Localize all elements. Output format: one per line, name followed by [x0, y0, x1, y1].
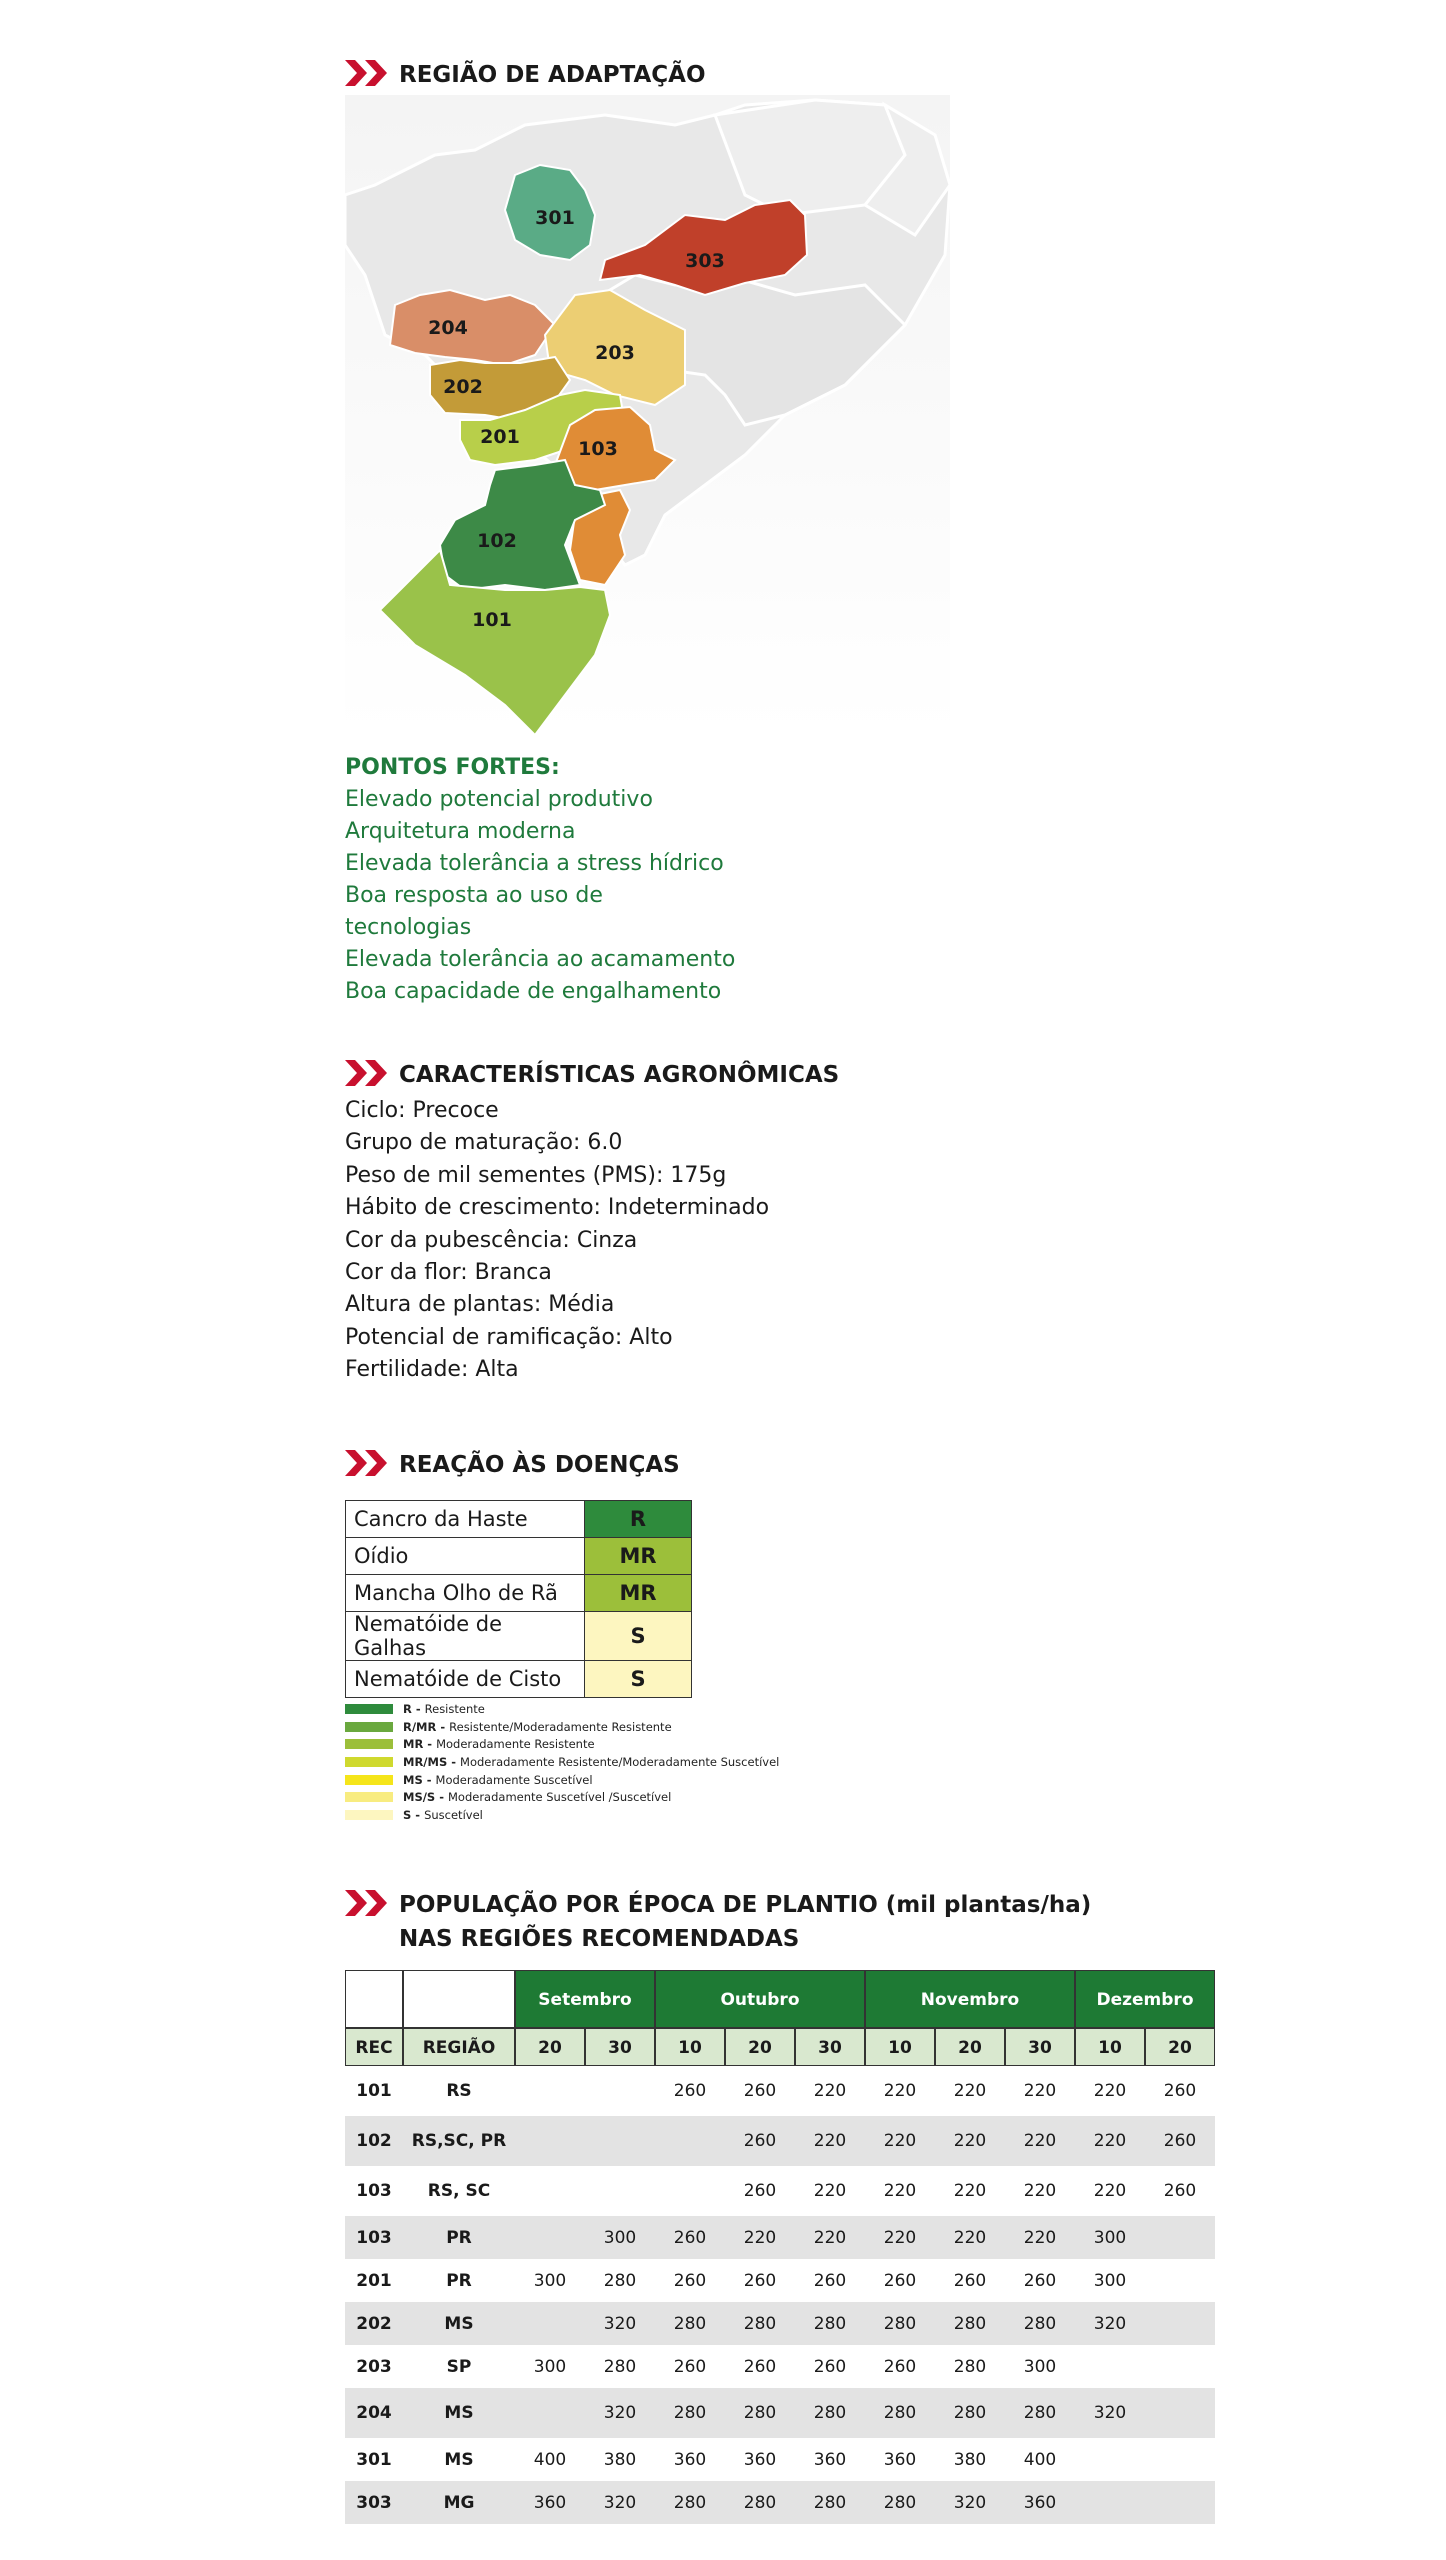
- cell-value: 220: [883, 2081, 917, 2101]
- cell-value: 220: [953, 2227, 987, 2248]
- table-row: [345, 2388, 1215, 2438]
- agronomic-item: Cor da pubescência: Cinza: [345, 1227, 638, 1253]
- legend-item: [345, 1753, 779, 1771]
- strengths-title: PONTOS FORTES:: [345, 755, 560, 780]
- cell-value: [1145, 2345, 1215, 2388]
- legend-item: [345, 1718, 779, 1736]
- legend-swatch: [345, 1739, 393, 1749]
- month-header: Outubro: [655, 1970, 865, 2028]
- cell-value: 260: [883, 2270, 917, 2291]
- legend-code: MS -: [403, 1772, 436, 1787]
- cell-value: 280: [1023, 2313, 1057, 2334]
- agronomic-item: Cor da flor: Branca: [345, 1260, 552, 1286]
- cell-value: 220: [1023, 2081, 1057, 2101]
- legend-swatch: [345, 1722, 393, 1732]
- legend-text: [403, 1702, 485, 1716]
- cell-value: 260: [743, 2131, 777, 2151]
- cell-value: 320: [953, 2492, 987, 2513]
- region-label-203: 203: [595, 342, 635, 364]
- cell-rec: 202: [356, 2313, 392, 2334]
- cell-value: [655, 2116, 725, 2166]
- table-row: [345, 2066, 1215, 2116]
- legend-label: Suscetível: [424, 1807, 483, 1822]
- table-row: [345, 2438, 1215, 2481]
- agronomic-item: Grupo de maturação: 6.0: [345, 1130, 623, 1156]
- strength-item: Boa resposta ao uso de: [345, 883, 603, 908]
- cell-value: 220: [1023, 2131, 1057, 2151]
- day-header: 10: [1075, 2028, 1145, 2066]
- cell-value: 260: [953, 2270, 987, 2291]
- cell-value: 280: [883, 2403, 917, 2423]
- cell-value: 280: [953, 2403, 987, 2423]
- cell-value: [515, 2166, 585, 2216]
- cell-value: 260: [673, 2270, 707, 2291]
- day-header: 30: [585, 2028, 655, 2066]
- cell-value: 260: [743, 2356, 777, 2377]
- cell-value: [655, 2166, 725, 2216]
- legend-code: S -: [403, 1807, 425, 1822]
- agronomic-item: Potencial de ramificação: Alto: [345, 1324, 673, 1350]
- disease-reaction: MR: [585, 1575, 692, 1612]
- disease-reaction: R: [585, 1501, 692, 1538]
- cell-region: SP: [446, 2356, 472, 2377]
- cell-value: 360: [743, 2449, 777, 2470]
- cell-value: 280: [1023, 2403, 1057, 2423]
- disease-reaction: S: [585, 1612, 692, 1661]
- cell-region: MS: [444, 2403, 474, 2423]
- cell-value: 260: [673, 2081, 707, 2101]
- cell-value: [1145, 2259, 1215, 2302]
- month-header: Novembro: [865, 1970, 1075, 2028]
- legend-swatch: [345, 1757, 393, 1767]
- cell-value: 220: [953, 2181, 987, 2201]
- cell-value: 360: [533, 2492, 567, 2513]
- legend-label: Resistente: [424, 1701, 485, 1716]
- region-label-204: 204: [428, 317, 468, 339]
- cell-value: [1075, 2481, 1145, 2524]
- disease-name: Cancro da Haste: [346, 1501, 585, 1538]
- cell-value: [1145, 2302, 1215, 2345]
- population-title-line1: POPULAÇÃO POR ÉPOCA DE PLANTIO (mil plantas/ha): [399, 1892, 1092, 1918]
- double-chevron-icon: [345, 60, 391, 86]
- cell-region: MS: [444, 2449, 474, 2470]
- cell-value: 220: [883, 2181, 917, 2201]
- legend-code: R -: [403, 1701, 425, 1716]
- header-blank: [345, 1970, 403, 2028]
- cell-value: 300: [533, 2356, 567, 2377]
- cell-value: 220: [813, 2081, 847, 2101]
- cell-value: 220: [883, 2227, 917, 2248]
- disease-legend: [345, 1700, 779, 1824]
- disease-row: [346, 1612, 692, 1661]
- agronomic-item: Altura de plantas: Média: [345, 1292, 615, 1318]
- region-label-202: 202: [443, 376, 483, 398]
- cell-rec: 204: [356, 2403, 392, 2423]
- disease-header: [345, 1448, 680, 1482]
- cell-value: [515, 2066, 585, 2116]
- region-label-103: 103: [578, 438, 618, 460]
- legend-text: [403, 1755, 779, 1769]
- legend-label: Moderadamente Suscetível: [435, 1772, 593, 1787]
- column-header-region: REGIÃO: [403, 2028, 515, 2066]
- cell-rec: 203: [356, 2356, 392, 2377]
- cell-value: 280: [673, 2403, 707, 2423]
- cell-value: 260: [743, 2270, 777, 2291]
- cell-value: 220: [813, 2131, 847, 2151]
- cell-rec: 101: [356, 2081, 392, 2101]
- cell-value: 300: [603, 2227, 637, 2248]
- cell-value: 280: [743, 2492, 777, 2513]
- adaptation-title: REGIÃO DE ADAPTAÇÃO: [399, 62, 706, 88]
- cell-value: 300: [1093, 2227, 1127, 2248]
- cell-value: 260: [813, 2270, 847, 2291]
- region-label-102: 102: [477, 530, 517, 552]
- agronomic-header: [345, 1058, 839, 1092]
- cell-value: 280: [673, 2313, 707, 2334]
- disease-reaction: MR: [585, 1538, 692, 1575]
- region-label-201: 201: [480, 426, 520, 448]
- column-header-rec: REC: [345, 2028, 403, 2066]
- agronomic-item: Hábito de crescimento: Indeterminado: [345, 1195, 770, 1221]
- day-header: 20: [725, 2028, 795, 2066]
- cell-value: 260: [1163, 2081, 1197, 2101]
- disease-title: REAÇÃO ÀS DOENÇAS: [399, 1452, 680, 1478]
- cell-value: [1145, 2388, 1215, 2438]
- cell-value: 280: [813, 2403, 847, 2423]
- region-label-101: 101: [472, 609, 512, 631]
- strength-item: Elevada tolerância a stress hídrico: [345, 851, 724, 876]
- cell-value: 280: [813, 2492, 847, 2513]
- cell-value: 320: [603, 2492, 637, 2513]
- cell-value: 220: [1023, 2227, 1057, 2248]
- cell-value: 260: [673, 2227, 707, 2248]
- legend-swatch: [345, 1810, 393, 1820]
- cell-value: 260: [813, 2356, 847, 2377]
- cell-value: 320: [603, 2313, 637, 2334]
- header-blank: [403, 1970, 515, 2028]
- cell-value: [1145, 2216, 1215, 2259]
- legend-text: [403, 1737, 595, 1751]
- cell-value: 360: [1023, 2492, 1057, 2513]
- cell-value: 260: [1163, 2131, 1197, 2151]
- cell-region: RS, SC: [427, 2181, 491, 2201]
- disease-row: [346, 1575, 692, 1612]
- cell-value: 280: [603, 2356, 637, 2377]
- population-title-line2: NAS REGIÕES RECOMENDADAS: [399, 1926, 800, 1952]
- disease-row: [346, 1501, 692, 1538]
- day-header: 30: [1005, 2028, 1075, 2066]
- cell-value: 260: [673, 2356, 707, 2377]
- cell-value: 280: [953, 2313, 987, 2334]
- cell-value: 220: [953, 2131, 987, 2151]
- day-header-row: [345, 2028, 1215, 2066]
- adaptation-header: [345, 58, 706, 92]
- disease-name: Oídio: [346, 1538, 585, 1575]
- cell-value: 260: [883, 2356, 917, 2377]
- cell-value: 260: [1023, 2270, 1057, 2291]
- cell-value: 220: [1093, 2131, 1127, 2151]
- cell-value: 360: [883, 2449, 917, 2470]
- legend-item: [345, 1735, 779, 1753]
- day-header: 10: [655, 2028, 725, 2066]
- agronomic-item: Peso de mil sementes (PMS): 175g: [345, 1162, 727, 1188]
- cell-value: [585, 2116, 655, 2166]
- cell-region: RS: [446, 2081, 472, 2101]
- agronomic-title: CARACTERÍSTICAS AGRONÔMICAS: [399, 1062, 840, 1088]
- cell-value: 380: [603, 2449, 637, 2470]
- legend-swatch: [345, 1792, 393, 1802]
- month-header-row: [345, 1970, 1215, 2028]
- cell-value: [1145, 2481, 1215, 2524]
- cell-value: 280: [953, 2356, 987, 2377]
- cell-value: [515, 2116, 585, 2166]
- agronomic-item: Ciclo: Precoce: [345, 1098, 499, 1123]
- cell-value: [1145, 2438, 1215, 2481]
- legend-item: [345, 1700, 779, 1718]
- cell-value: 400: [533, 2449, 567, 2470]
- cell-value: 320: [1093, 2313, 1127, 2334]
- legend-label: Moderadamente Resistente: [436, 1737, 595, 1752]
- disease-reaction: S: [585, 1661, 692, 1698]
- cell-value: 220: [883, 2131, 917, 2151]
- cell-value: 280: [743, 2403, 777, 2423]
- region-label-301: 301: [535, 207, 575, 229]
- cell-value: [1075, 2345, 1145, 2388]
- legend-item: [345, 1806, 779, 1824]
- table-row: [345, 2481, 1215, 2524]
- legend-code: R/MR -: [403, 1719, 450, 1734]
- table-row: [345, 2302, 1215, 2345]
- cell-rec: 303: [356, 2492, 392, 2513]
- disease-row: [346, 1538, 692, 1575]
- cell-value: [1075, 2438, 1145, 2481]
- cell-value: 360: [813, 2449, 847, 2470]
- table-row: [345, 2345, 1215, 2388]
- double-chevron-icon: [345, 1890, 391, 1916]
- legend-text: [403, 1773, 593, 1787]
- legend-swatch: [345, 1775, 393, 1785]
- cell-region: MS: [444, 2313, 474, 2334]
- cell-value: 280: [813, 2313, 847, 2334]
- day-header: 20: [515, 2028, 585, 2066]
- cell-region: PR: [446, 2270, 472, 2291]
- cell-value: 360: [673, 2449, 707, 2470]
- double-chevron-icon: [345, 1060, 391, 1086]
- cell-value: 220: [953, 2081, 987, 2101]
- cell-value: 220: [1023, 2181, 1057, 2201]
- day-header: 10: [865, 2028, 935, 2066]
- cell-value: 300: [1093, 2270, 1127, 2291]
- disease-name: Nematóide de Cisto: [346, 1661, 585, 1698]
- legend-text: [403, 1720, 672, 1734]
- disease-table: [345, 1500, 692, 1698]
- table-row: [345, 2166, 1215, 2216]
- cell-value: 220: [1093, 2181, 1127, 2201]
- cell-region: RS,SC, PR: [411, 2131, 507, 2151]
- cell-value: 300: [533, 2270, 567, 2291]
- month-header: Setembro: [515, 1970, 655, 2028]
- cell-value: 380: [953, 2449, 987, 2470]
- cell-value: 320: [603, 2403, 637, 2423]
- agronomic-list: [345, 1095, 769, 1387]
- cell-rec: 301: [356, 2449, 392, 2470]
- cell-value: [515, 2302, 585, 2345]
- cell-value: 280: [883, 2313, 917, 2334]
- legend-code: MR/MS -: [403, 1754, 461, 1769]
- cell-value: 280: [673, 2492, 707, 2513]
- legend-item: [345, 1771, 779, 1789]
- cell-rec: 103: [356, 2181, 392, 2201]
- cell-value: 260: [1163, 2181, 1197, 2201]
- legend-text: [403, 1790, 671, 1804]
- strength-item: Arquitetura moderna: [345, 819, 576, 844]
- disease-name: Nematóide de Galhas: [346, 1612, 585, 1661]
- table-row: [345, 2116, 1215, 2166]
- disease-name: Mancha Olho de Rã: [346, 1575, 585, 1612]
- disease-row: [346, 1661, 692, 1698]
- cell-value: [585, 2166, 655, 2216]
- cell-region: PR: [446, 2227, 472, 2248]
- cell-region: MG: [443, 2492, 475, 2513]
- legend-label: Moderadamente Suscetível /Suscetível: [448, 1790, 672, 1805]
- day-header: 20: [1145, 2028, 1215, 2066]
- double-chevron-icon: [345, 1450, 391, 1476]
- cell-value: [515, 2216, 585, 2259]
- cell-value: 220: [1093, 2081, 1127, 2101]
- adaptation-map: [345, 95, 950, 735]
- day-header: 30: [795, 2028, 865, 2066]
- legend-code: MS/S -: [403, 1790, 448, 1805]
- legend-item: [345, 1788, 779, 1806]
- day-header: 20: [935, 2028, 1005, 2066]
- agronomic-item: Fertilidade: Alta: [345, 1357, 519, 1383]
- legend-label: Resistente/Moderadamente Resistente: [449, 1719, 672, 1734]
- cell-value: 220: [743, 2227, 777, 2248]
- region-label-303: 303: [685, 250, 725, 272]
- month-header: Dezembro: [1075, 1970, 1215, 2028]
- cell-value: 260: [743, 2081, 777, 2101]
- strength-item: Elevado potencial produtivo: [345, 787, 653, 812]
- cell-value: 260: [743, 2181, 777, 2201]
- legend-code: MR -: [403, 1737, 437, 1752]
- cell-value: 280: [743, 2313, 777, 2334]
- cell-value: 220: [813, 2227, 847, 2248]
- cell-value: 280: [603, 2270, 637, 2291]
- strength-item: Elevada tolerância ao acamamento: [345, 947, 736, 972]
- cell-rec: 201: [356, 2270, 392, 2291]
- cell-value: 220: [813, 2181, 847, 2201]
- cell-value: 400: [1023, 2449, 1057, 2470]
- cell-rec: 103: [356, 2227, 392, 2248]
- table-row: [345, 2259, 1215, 2302]
- cell-value: 280: [883, 2492, 917, 2513]
- strength-item: Boa capacidade de engalhamento: [345, 979, 722, 1004]
- cell-value: [515, 2388, 585, 2438]
- cell-value: 300: [1023, 2356, 1057, 2377]
- legend-swatch: [345, 1704, 393, 1714]
- cell-value: 320: [1093, 2403, 1127, 2423]
- population-table: [345, 1970, 1215, 2524]
- population-header: [345, 1888, 1091, 1956]
- cell-rec: 102: [356, 2131, 392, 2151]
- cell-value: [585, 2066, 655, 2116]
- table-row: [345, 2216, 1215, 2259]
- legend-text: [403, 1808, 483, 1822]
- legend-label: Moderadamente Resistente/Moderadamente Suscetível: [460, 1754, 780, 1769]
- strengths-block: [345, 752, 985, 1008]
- strength-item: tecnologias: [345, 915, 472, 940]
